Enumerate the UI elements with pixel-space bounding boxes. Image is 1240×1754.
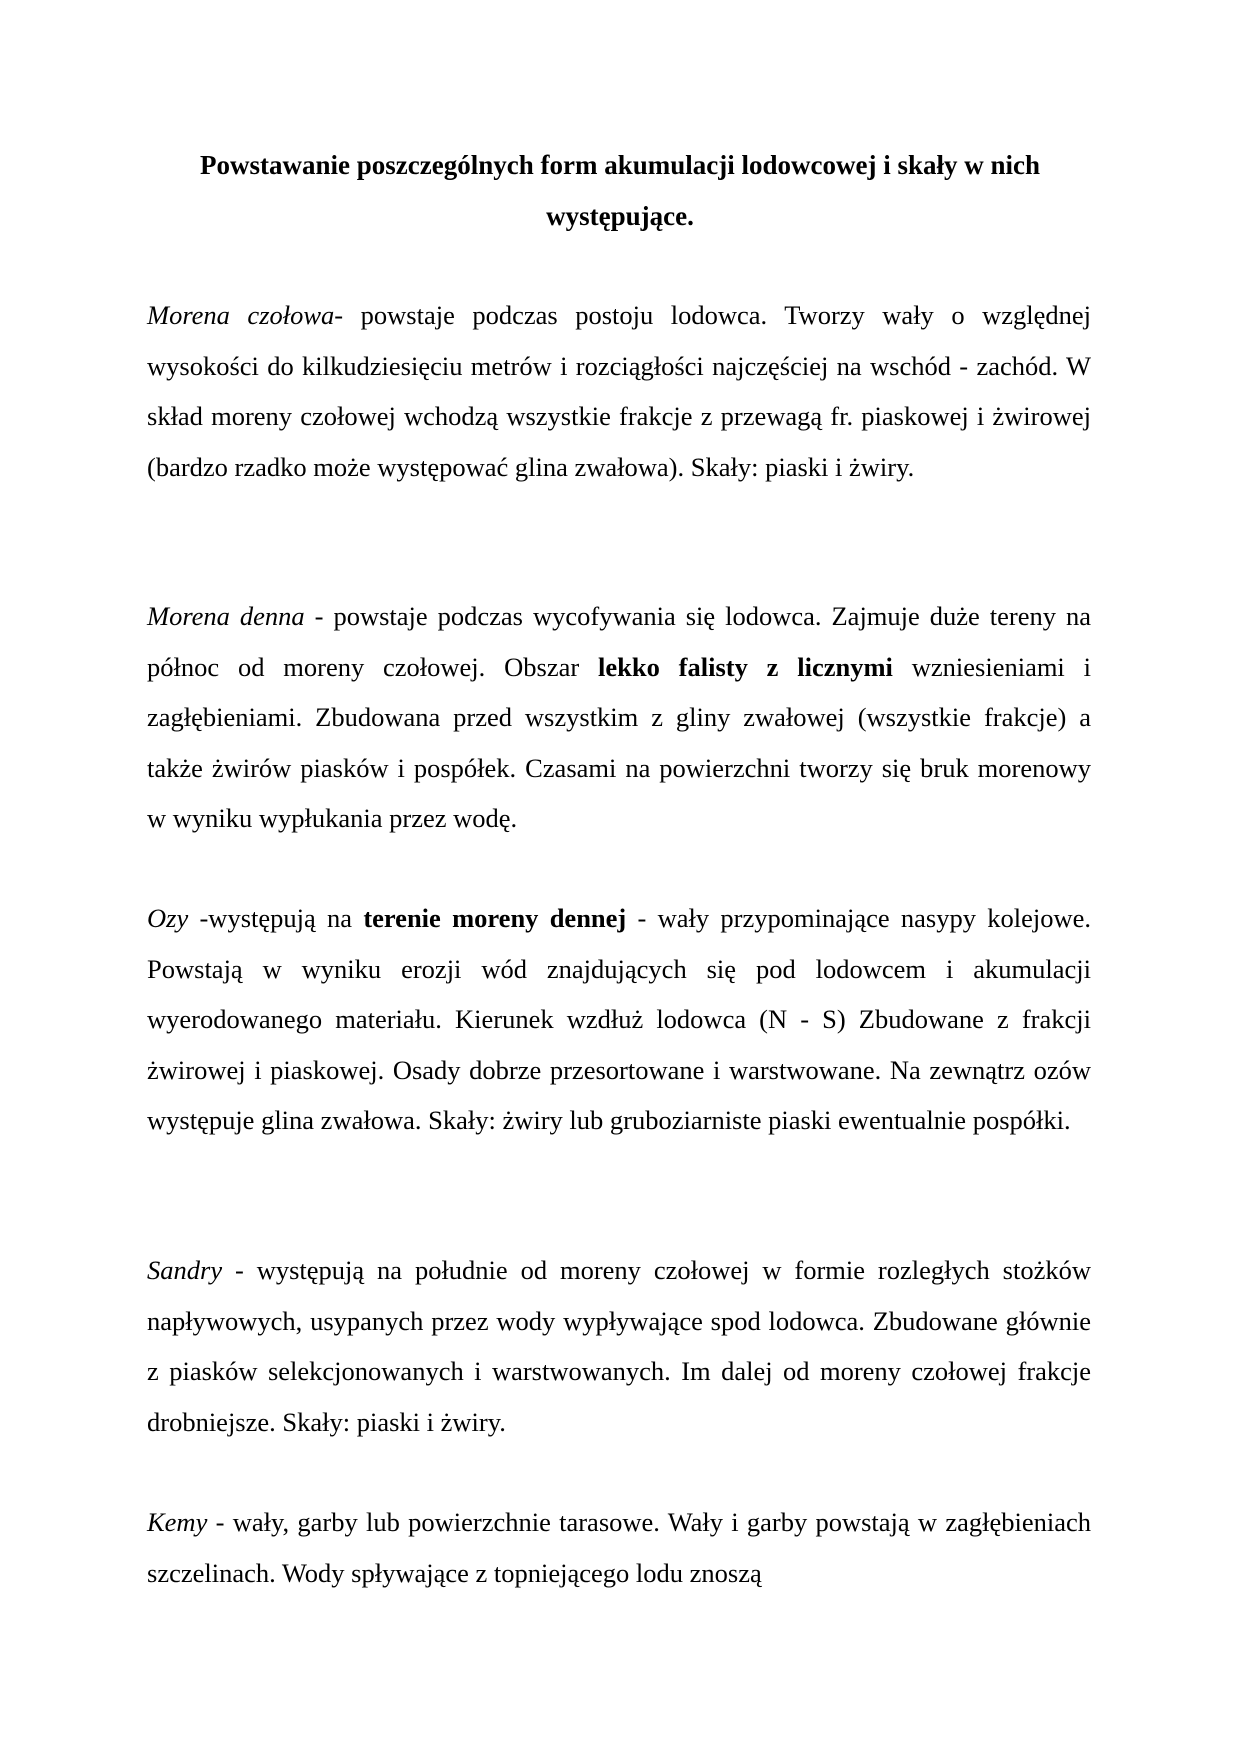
paragraph-morena-czolowa bbox=[147, 290, 1091, 492]
term-kemy: Kemy bbox=[147, 1507, 208, 1537]
paragraph-ozy bbox=[147, 893, 1091, 1146]
paragraph-text: - powstaje podczas postoju lodowca. Tworzy wały o względnej wysokości do kilkudziesięciu metrów i rozciągłości najczęściej na wschód - zachód. W skład moreny czołowej wchodzą wszystkie frakcje z przewagą fr. piaskowej i żwirowej (bardzo rzadko może występować glina zwałowa). Skały: piaski i żwiry. bbox=[147, 300, 1091, 482]
paragraph-text: - wały, garby lub powierzchnie tarasowe. Wały i garby powstają w zagłębieniach szczelinach. Wody spływające z topniejącego lodu znoszą bbox=[147, 1507, 1091, 1588]
paragraph-text: wzniesieniami i zagłębieniami. Zbudowana przed wszystkim z gliny zwałowej (wszystkie frakcje) a także żwirów piasków i pospółek. Czasami na powierzchni tworzy się bruk morenowy w wyniku wypłukania przez wodę. bbox=[147, 651, 1091, 833]
term-morena-czolowa: Morena czołowa bbox=[147, 300, 335, 330]
paragraph-text: -występują na bbox=[188, 903, 364, 933]
paragraph-sandry bbox=[147, 1245, 1091, 1447]
term-sandry: Sandry bbox=[147, 1255, 223, 1285]
term-morena-denna: Morena denna bbox=[147, 601, 305, 631]
document-title: Powstawanie poszczególnych form akumulacji lodowcowej i skały w nich występujące. bbox=[200, 150, 1040, 231]
paragraph-text: - występują na południe od moreny czołowej w formie rozległych stożków napływowych, usypanych przez wody wypływające spod lodowca. Zbudowane głównie z piasków selekcjonowanych i warstwowanych. Im dalej od moreny czołowej frakcje drobniejsze. Skały: piaski i żwiry. bbox=[147, 1255, 1091, 1437]
term-ozy: Ozy bbox=[147, 903, 189, 933]
emphasized-text: lekko falisty z licznymi bbox=[597, 651, 893, 682]
emphasized-text: terenie moreny dennej bbox=[363, 903, 627, 933]
paragraph-kemy bbox=[147, 1497, 1091, 1598]
paragraph-morena-denna bbox=[147, 591, 1091, 844]
paragraph-text: - wały przypominające nasypy kolejowe. Powstają w wyniku erozji wód znajdujących się pod lodowcem i akumulacji wyerodowanego materiału. Kierunek wzdłuż lodowca (N - S) Zbudowane z frakcji żwirowej i piaskowej. Osady dobrze przesortowane i warstwowane. Na zewnątrz ozów występuje glina zwałowa. Skały: żwiry lub gruboziarniste piaski ewentualnie pospółki. bbox=[147, 903, 1091, 1135]
paragraph-text: - powstaje podczas wycofywania się lodowca. Zajmuje duże tereny na północ od moreny czołowej. Obszar bbox=[147, 601, 1091, 682]
